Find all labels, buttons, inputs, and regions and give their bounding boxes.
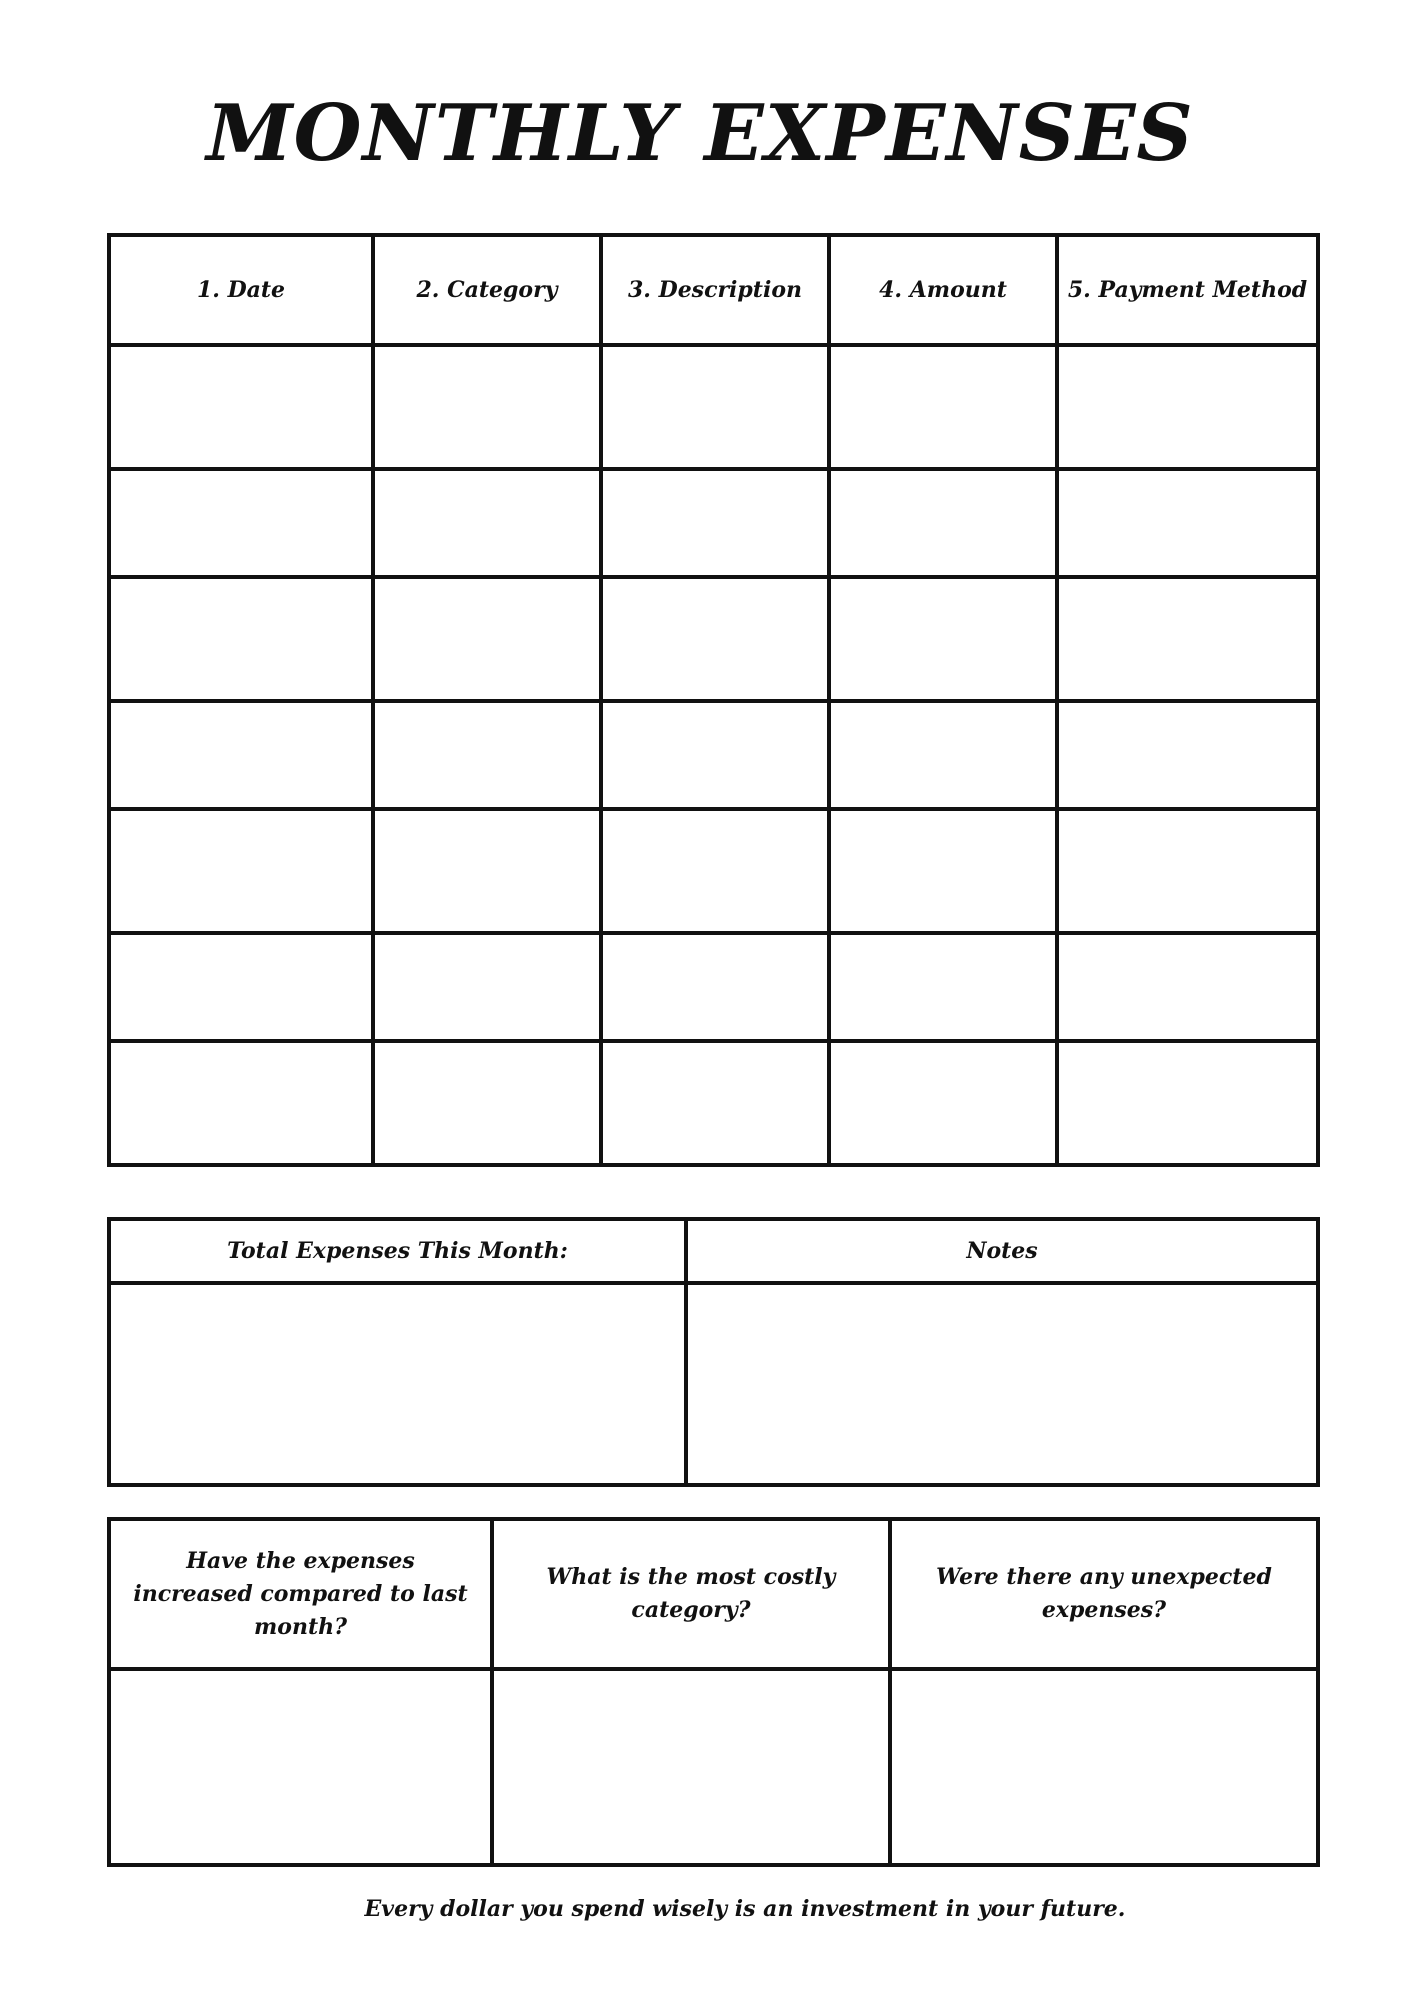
- description-cell[interactable]: [601, 345, 829, 469]
- page-title: MONTHLY EXPENSES: [206, 88, 1194, 179]
- payment-method-cell[interactable]: [1057, 933, 1318, 1041]
- payment-method-cell[interactable]: [1057, 1041, 1318, 1165]
- answer-expenses-increased[interactable]: [109, 1669, 492, 1865]
- question-unexpected-expenses: Were there any unexpected expenses?: [890, 1519, 1318, 1669]
- payment-method-cell[interactable]: [1057, 577, 1318, 701]
- total-expenses-label: Total Expenses This Month:: [109, 1219, 686, 1283]
- date-cell[interactable]: [109, 701, 373, 809]
- notes-label: Notes: [686, 1219, 1318, 1283]
- amount-cell[interactable]: [829, 1041, 1057, 1165]
- total-expenses-field[interactable]: [109, 1283, 686, 1485]
- summary-header-row: [109, 1219, 1318, 1283]
- answer-most-costly-category[interactable]: [492, 1669, 890, 1865]
- expense-header-row: [109, 235, 1318, 345]
- date-cell[interactable]: [109, 469, 373, 577]
- question-expenses-increased: Have the expenses increased compared to last month?: [109, 1519, 492, 1669]
- amount-cell[interactable]: [829, 809, 1057, 933]
- summary-body-row: [109, 1283, 1318, 1485]
- question-most-costly-category: What is the most costly category?: [492, 1519, 890, 1669]
- payment-method-cell[interactable]: [1057, 345, 1318, 469]
- category-cell[interactable]: [373, 701, 601, 809]
- category-cell[interactable]: [373, 469, 601, 577]
- category-cell[interactable]: [373, 1041, 601, 1165]
- answer-unexpected-expenses[interactable]: [890, 1669, 1318, 1865]
- header-category: 2. Category: [373, 235, 601, 345]
- category-cell[interactable]: [373, 577, 601, 701]
- payment-method-cell[interactable]: [1057, 809, 1318, 933]
- description-cell[interactable]: [601, 577, 829, 701]
- payment-method-cell[interactable]: [1057, 469, 1318, 577]
- category-cell[interactable]: [373, 345, 601, 469]
- description-cell[interactable]: [601, 701, 829, 809]
- date-cell[interactable]: [109, 345, 373, 469]
- description-cell[interactable]: [601, 933, 829, 1041]
- footer-quote: Every dollar you spend wisely is an investment in your future.: [364, 1896, 1126, 1922]
- table-row: [109, 577, 1318, 701]
- reflection-answer-row: [109, 1669, 1318, 1865]
- amount-cell[interactable]: [829, 933, 1057, 1041]
- summary-table: [107, 1217, 1320, 1487]
- reflection-header-row: [109, 1519, 1318, 1669]
- header-payment-method: 5. Payment Method: [1057, 235, 1318, 345]
- reflection-table: [107, 1517, 1320, 1867]
- description-cell[interactable]: [601, 469, 829, 577]
- expense-table: [107, 233, 1320, 1167]
- date-cell[interactable]: [109, 1041, 373, 1165]
- date-cell[interactable]: [109, 933, 373, 1041]
- table-row: [109, 1041, 1318, 1165]
- date-cell[interactable]: [109, 577, 373, 701]
- header-description: 3. Description: [601, 235, 829, 345]
- amount-cell[interactable]: [829, 469, 1057, 577]
- table-row: [109, 345, 1318, 469]
- category-cell[interactable]: [373, 933, 601, 1041]
- amount-cell[interactable]: [829, 345, 1057, 469]
- amount-cell[interactable]: [829, 701, 1057, 809]
- table-row: [109, 809, 1318, 933]
- description-cell[interactable]: [601, 1041, 829, 1165]
- notes-field[interactable]: [686, 1283, 1318, 1485]
- description-cell[interactable]: [601, 809, 829, 933]
- table-row: [109, 933, 1318, 1041]
- header-amount: 4. Amount: [829, 235, 1057, 345]
- date-cell[interactable]: [109, 809, 373, 933]
- amount-cell[interactable]: [829, 577, 1057, 701]
- category-cell[interactable]: [373, 809, 601, 933]
- header-date: 1. Date: [109, 235, 373, 345]
- table-row: [109, 701, 1318, 809]
- payment-method-cell[interactable]: [1057, 701, 1318, 809]
- table-row: [109, 469, 1318, 577]
